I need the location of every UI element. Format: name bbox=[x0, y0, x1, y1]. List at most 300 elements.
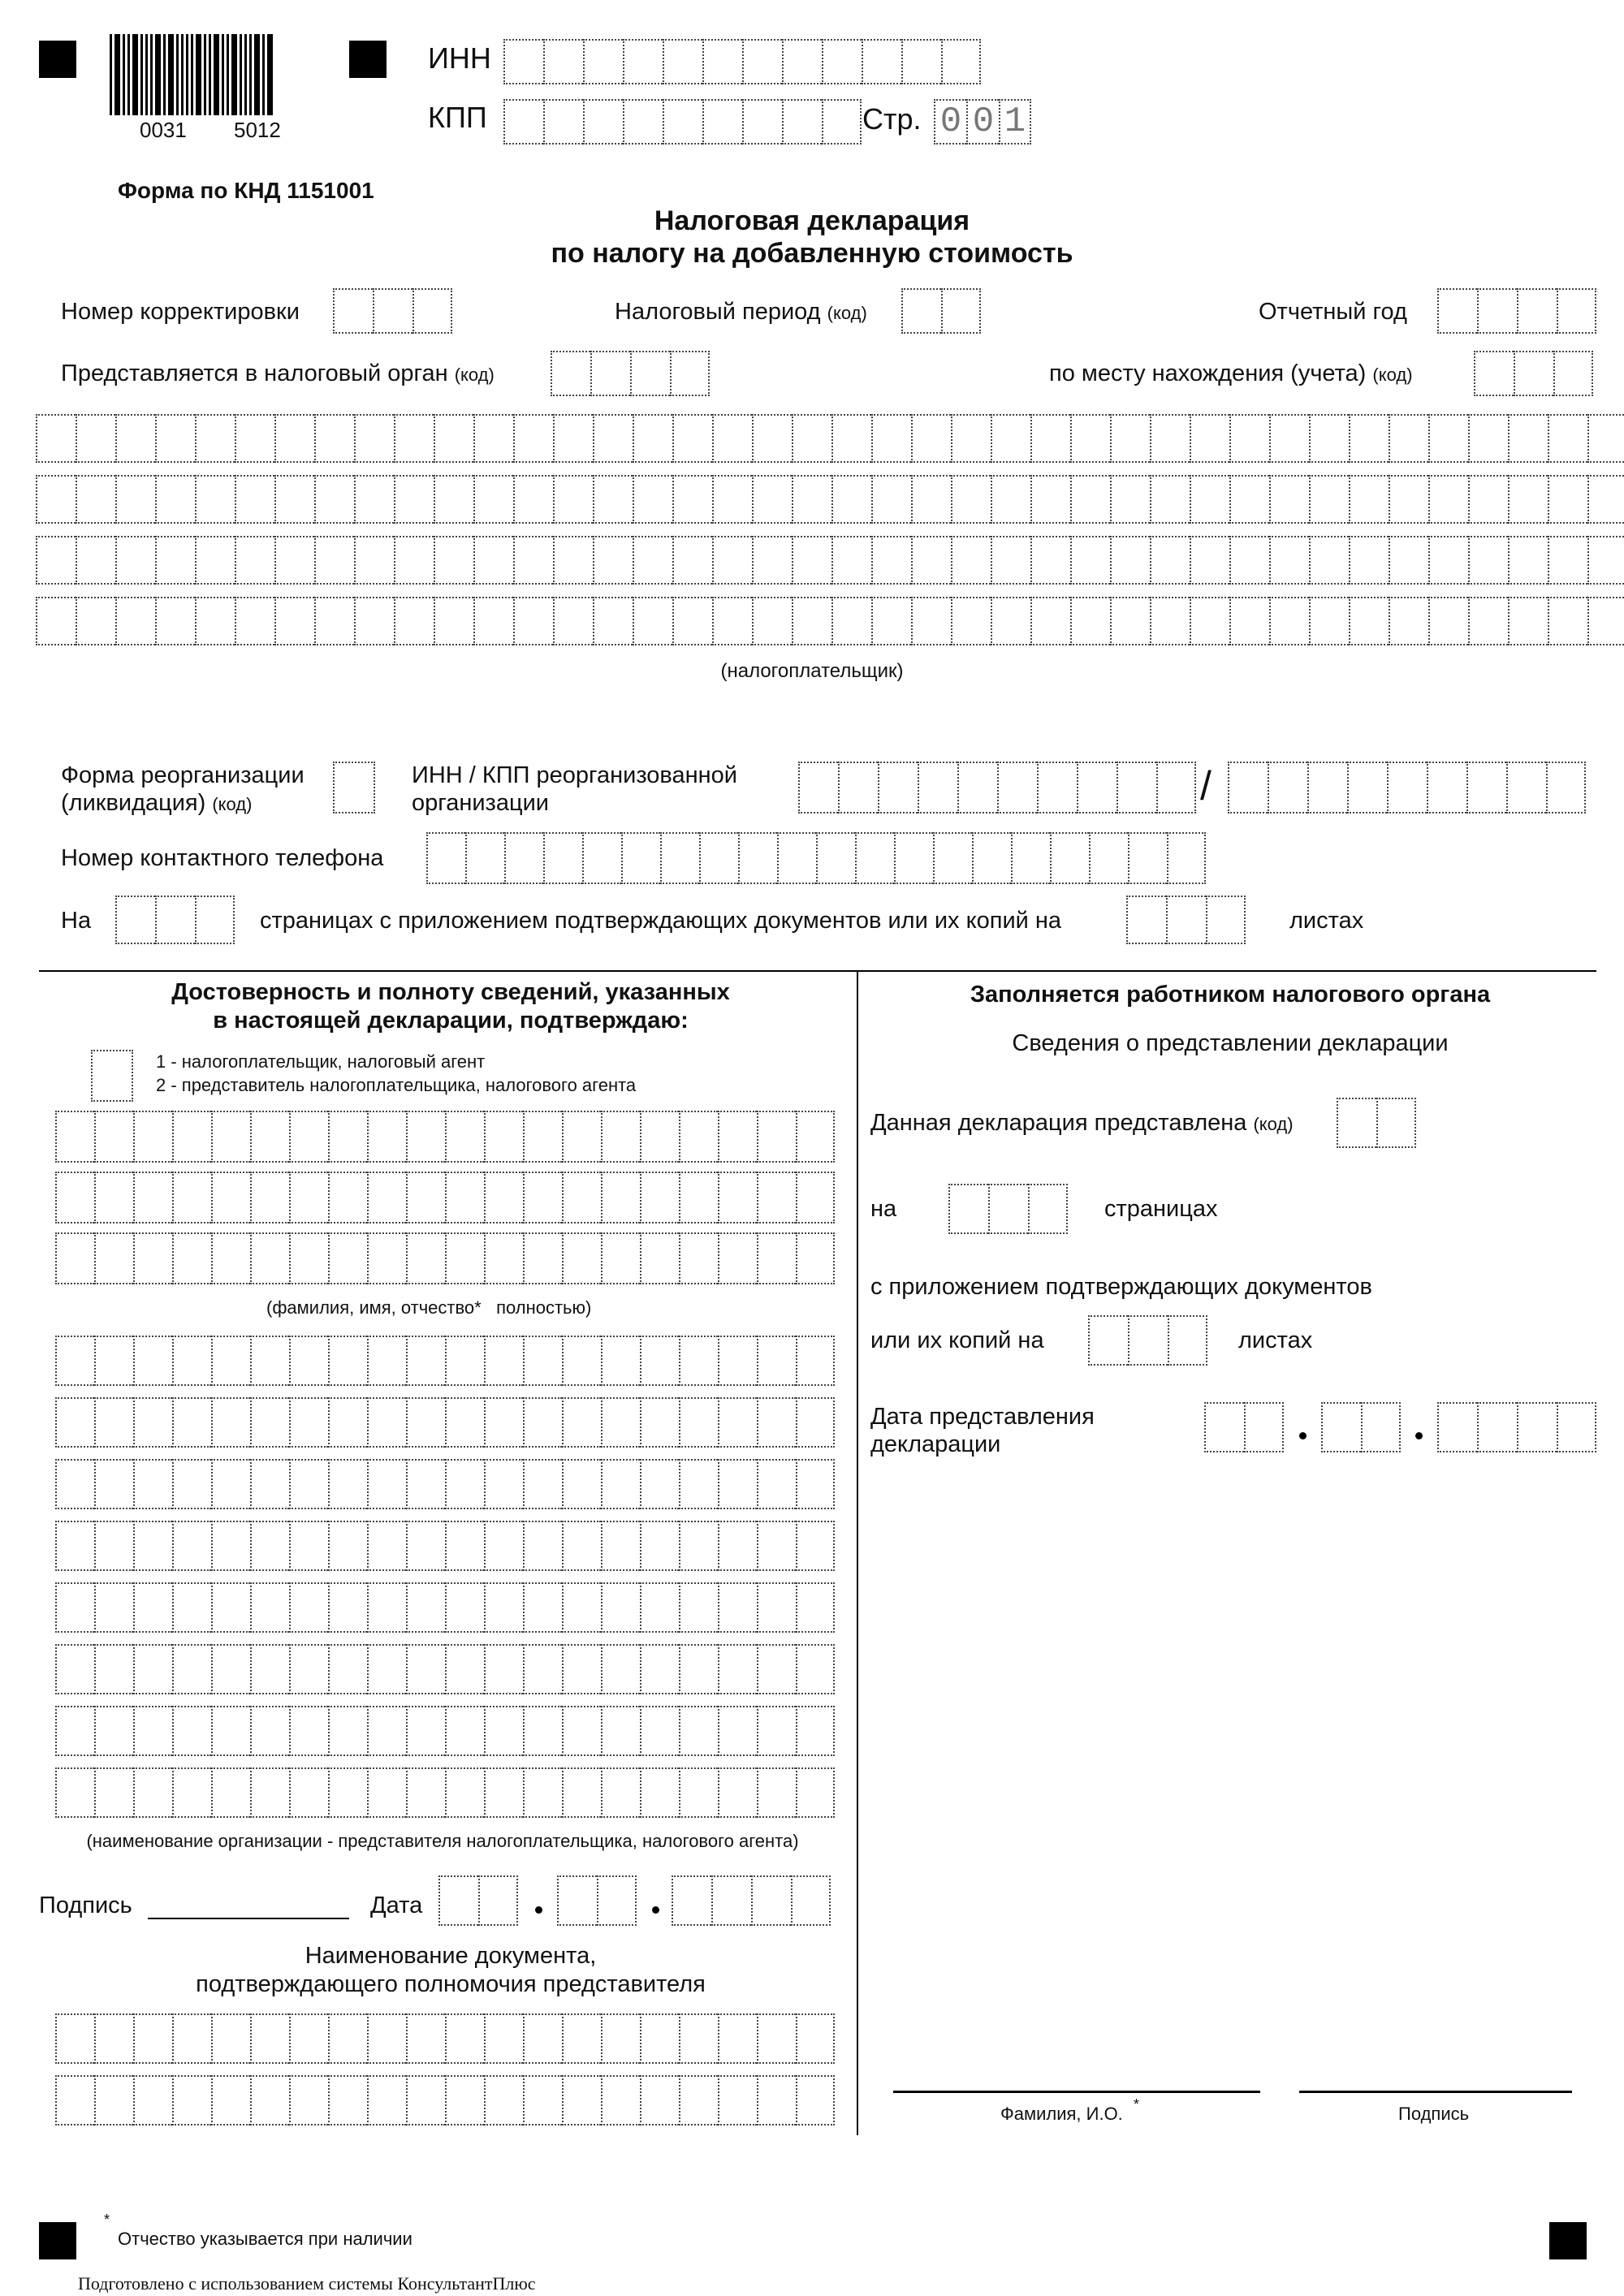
char-cell bbox=[55, 1767, 94, 1818]
reorg-form-label-line1: Форма реорганизации bbox=[61, 762, 304, 788]
char-cell bbox=[1309, 597, 1349, 645]
char-cell bbox=[367, 1232, 406, 1284]
reorg-slash: / bbox=[1200, 763, 1212, 809]
signer-fio-row-3[interactable] bbox=[55, 1232, 835, 1284]
char-cell bbox=[445, 1644, 484, 1694]
char-cell bbox=[406, 1397, 445, 1448]
column-divider bbox=[857, 970, 858, 2135]
officer-signature-line[interactable] bbox=[1299, 2091, 1572, 2093]
char-cell bbox=[951, 536, 991, 585]
char-cell bbox=[354, 536, 394, 585]
submission-date-label-line2: декларации bbox=[870, 1431, 1001, 1457]
on-label: на bbox=[870, 1196, 897, 1222]
char-cell bbox=[1244, 1402, 1284, 1452]
fio-caption: (фамилия, имя, отчество* полностью) bbox=[266, 1297, 592, 1318]
char-cell bbox=[445, 2075, 484, 2126]
char-cell bbox=[590, 351, 630, 396]
date-separator-dot bbox=[652, 1906, 659, 1914]
char-cell bbox=[94, 1706, 133, 1756]
char-cell bbox=[718, 1767, 757, 1818]
char-cell bbox=[1557, 288, 1596, 334]
char-cell bbox=[1128, 832, 1167, 884]
char-cell bbox=[792, 597, 831, 645]
char-cell bbox=[1150, 414, 1190, 463]
char-cell bbox=[699, 832, 738, 884]
char-cell bbox=[250, 1582, 289, 1633]
char-cell bbox=[792, 475, 831, 524]
char-cell bbox=[796, 1582, 835, 1633]
rep-org-row-7[interactable] bbox=[55, 1706, 835, 1756]
char-cell bbox=[1506, 762, 1546, 814]
corner-marker-bottom-left bbox=[39, 2222, 76, 2259]
char-cell bbox=[445, 1397, 484, 1448]
char-cell bbox=[55, 1397, 94, 1448]
char-cell bbox=[640, 2075, 679, 2126]
char-cell bbox=[791, 1875, 831, 1926]
char-cell bbox=[1229, 414, 1269, 463]
char-cell bbox=[951, 475, 991, 524]
char-cell bbox=[1468, 475, 1508, 524]
char-cell bbox=[751, 1875, 791, 1926]
char-cell bbox=[991, 536, 1030, 585]
char-cell bbox=[394, 597, 434, 645]
char-cell bbox=[582, 832, 621, 884]
attachment-sheets-input[interactable] bbox=[1126, 896, 1246, 944]
submission-date-month[interactable] bbox=[1321, 1402, 1401, 1452]
authority-doc-row-1[interactable] bbox=[55, 2013, 835, 2064]
char-cell bbox=[1269, 414, 1309, 463]
char-cell bbox=[434, 414, 473, 463]
char-cell bbox=[484, 1111, 523, 1163]
char-cell bbox=[562, 1172, 601, 1224]
char-cell bbox=[1389, 414, 1428, 463]
char-cell bbox=[796, 1521, 835, 1571]
char-cell bbox=[473, 536, 513, 585]
char-cell bbox=[445, 2013, 484, 2064]
rep-org-row-8[interactable] bbox=[55, 1767, 835, 1818]
taxpayer-name-row-4[interactable] bbox=[36, 597, 1624, 645]
barcode-bar bbox=[186, 34, 188, 115]
char-cell bbox=[911, 597, 951, 645]
char-cell bbox=[1468, 536, 1508, 585]
char-cell bbox=[562, 1706, 601, 1756]
char-cell bbox=[289, 1397, 328, 1448]
char-cell bbox=[211, 1172, 250, 1224]
officer-name-line[interactable] bbox=[893, 2091, 1260, 2093]
char-cell bbox=[354, 414, 394, 463]
char-cell bbox=[523, 1582, 562, 1633]
char-cell bbox=[523, 1521, 562, 1571]
char-cell bbox=[289, 1706, 328, 1756]
char-cell bbox=[1548, 475, 1587, 524]
char-cell bbox=[1587, 597, 1624, 645]
char-cell bbox=[798, 762, 838, 814]
officer-signature-caption: Подпись bbox=[1398, 2104, 1470, 2124]
barcode-bar bbox=[249, 34, 252, 115]
char-cell bbox=[235, 536, 274, 585]
char-cell bbox=[94, 2013, 133, 2064]
char-cell bbox=[274, 414, 314, 463]
char-cell bbox=[679, 1232, 718, 1284]
rep-org-row-2[interactable] bbox=[55, 1397, 835, 1448]
char-cell bbox=[831, 597, 871, 645]
char-cell bbox=[1428, 475, 1468, 524]
char-cell bbox=[782, 39, 822, 84]
char-cell bbox=[640, 1582, 679, 1633]
char-cell bbox=[133, 2013, 172, 2064]
footnote-text: Отчество указывается при наличии bbox=[118, 2229, 412, 2249]
signer-fio-row-2[interactable] bbox=[55, 1172, 835, 1224]
char-cell bbox=[1030, 475, 1070, 524]
char-cell bbox=[601, 2075, 640, 2126]
char-cell bbox=[36, 475, 76, 524]
char-cell bbox=[115, 597, 155, 645]
inn-input[interactable] bbox=[503, 39, 981, 84]
char-cell bbox=[562, 1767, 601, 1818]
rep-org-row-5[interactable] bbox=[55, 1582, 835, 1633]
char-cell bbox=[679, 1397, 718, 1448]
char-cell bbox=[831, 475, 871, 524]
kpp-input[interactable] bbox=[503, 99, 862, 145]
char-cell bbox=[250, 1767, 289, 1818]
phone-input[interactable] bbox=[426, 832, 1206, 884]
barcode-bar bbox=[231, 34, 237, 115]
date-separator-dot bbox=[1299, 1432, 1307, 1439]
char-cell bbox=[718, 1706, 757, 1756]
char-cell bbox=[601, 1459, 640, 1509]
rep-org-row-6[interactable] bbox=[55, 1644, 835, 1694]
char-cell bbox=[1508, 414, 1548, 463]
form-code: Форма по КНД 1151001 bbox=[118, 178, 374, 203]
barcode-bar bbox=[110, 34, 112, 115]
reorg-inn-label-line1: ИНН / КПП реорганизованной bbox=[412, 762, 738, 788]
char-cell bbox=[445, 1172, 484, 1224]
char-cell bbox=[1190, 475, 1229, 524]
char-cell bbox=[484, 1582, 523, 1633]
date-separator-dot bbox=[535, 1906, 542, 1914]
char-cell bbox=[155, 536, 195, 585]
char-cell bbox=[250, 2075, 289, 2126]
char-cell bbox=[562, 1644, 601, 1694]
char-cell bbox=[553, 597, 593, 645]
char-cell bbox=[367, 1521, 406, 1571]
signature-date-year[interactable] bbox=[672, 1875, 831, 1926]
char-cell bbox=[406, 1582, 445, 1633]
char-cell bbox=[523, 1232, 562, 1284]
char-cell bbox=[250, 1459, 289, 1509]
char-cell bbox=[513, 414, 553, 463]
submission-date-day[interactable] bbox=[1204, 1402, 1284, 1452]
char-cell bbox=[988, 1184, 1028, 1234]
page-label: Стр. bbox=[862, 102, 922, 136]
char-cell bbox=[250, 1232, 289, 1284]
barcode-bar bbox=[191, 34, 193, 115]
char-cell bbox=[1437, 1402, 1477, 1452]
signer-fio-row-1[interactable] bbox=[55, 1111, 835, 1163]
char-cell bbox=[601, 1767, 640, 1818]
char-cell bbox=[289, 1111, 328, 1163]
char-cell bbox=[314, 414, 354, 463]
char-cell bbox=[367, 1582, 406, 1633]
char-cell bbox=[601, 1706, 640, 1756]
char-cell bbox=[702, 99, 742, 145]
char-cell bbox=[941, 288, 981, 334]
officer-name-star: * bbox=[1134, 2096, 1140, 2113]
char-cell bbox=[235, 414, 274, 463]
char-cell bbox=[1110, 414, 1150, 463]
char-cell bbox=[712, 536, 752, 585]
reorg-inn-input[interactable] bbox=[798, 762, 1196, 814]
char-cell bbox=[94, 2075, 133, 2126]
sheets-label: листах bbox=[1238, 1327, 1313, 1353]
char-cell bbox=[672, 475, 712, 524]
char-cell bbox=[94, 1111, 133, 1163]
char-cell bbox=[76, 475, 115, 524]
char-cell bbox=[76, 414, 115, 463]
char-cell bbox=[211, 1336, 250, 1386]
char-cell bbox=[553, 414, 593, 463]
char-cell bbox=[211, 2075, 250, 2126]
char-cell bbox=[718, 1644, 757, 1694]
char-cell bbox=[406, 1767, 445, 1818]
char-cell bbox=[328, 1706, 367, 1756]
char-cell bbox=[434, 536, 473, 585]
char-cell bbox=[94, 1397, 133, 1448]
char-cell bbox=[679, 1582, 718, 1633]
char-cell bbox=[933, 832, 972, 884]
char-cell bbox=[367, 1767, 406, 1818]
char-cell bbox=[1110, 536, 1150, 585]
reorg-kpp-input[interactable] bbox=[1228, 762, 1586, 814]
char-cell bbox=[757, 2013, 796, 2064]
char-cell bbox=[757, 1397, 796, 1448]
submitted-sheets-input[interactable] bbox=[1088, 1315, 1207, 1366]
barcode-bar bbox=[123, 34, 125, 115]
char-cell bbox=[672, 536, 712, 585]
rep-org-row-3[interactable] bbox=[55, 1459, 835, 1509]
barcode-bar bbox=[240, 34, 242, 115]
char-cell bbox=[911, 536, 951, 585]
char-cell bbox=[1070, 536, 1110, 585]
char-cell bbox=[289, 1582, 328, 1633]
page-number-input[interactable] bbox=[934, 99, 1031, 145]
char-cell bbox=[1190, 414, 1229, 463]
char-cell bbox=[1269, 536, 1309, 585]
char-cell bbox=[434, 475, 473, 524]
char-cell bbox=[1428, 536, 1468, 585]
char-cell bbox=[562, 1111, 601, 1163]
char-cell bbox=[394, 414, 434, 463]
correction-number-input[interactable] bbox=[333, 288, 452, 334]
char-cell bbox=[623, 99, 663, 145]
char-cell bbox=[752, 597, 792, 645]
char-cell bbox=[633, 597, 672, 645]
char-cell bbox=[1468, 414, 1508, 463]
rep-org-row-1[interactable] bbox=[55, 1336, 835, 1386]
char-cell bbox=[1190, 536, 1229, 585]
char-cell bbox=[484, 1521, 523, 1571]
correction-number-label: Номер корректировки bbox=[61, 299, 300, 325]
char-cell bbox=[757, 1582, 796, 1633]
char-cell bbox=[1070, 414, 1110, 463]
char-cell bbox=[91, 1050, 133, 1102]
char-cell bbox=[172, 1397, 211, 1448]
char-cell bbox=[1389, 536, 1428, 585]
char-cell bbox=[1126, 896, 1166, 944]
submission-date-year[interactable] bbox=[1437, 1402, 1596, 1452]
char-cell bbox=[445, 1521, 484, 1571]
location-label: по месту нахождения (учета) (код) bbox=[1049, 360, 1413, 386]
char-cell bbox=[1128, 1315, 1168, 1366]
tax-authority-input[interactable] bbox=[551, 351, 710, 396]
char-cell bbox=[133, 1397, 172, 1448]
char-cell bbox=[593, 536, 633, 585]
char-cell bbox=[473, 597, 513, 645]
char-cell bbox=[289, 1336, 328, 1386]
char-cell bbox=[796, 2075, 835, 2126]
char-cell bbox=[1349, 475, 1389, 524]
rep-org-row-4[interactable] bbox=[55, 1521, 835, 1571]
submission-method-input[interactable] bbox=[1337, 1098, 1416, 1148]
char-cell bbox=[551, 351, 590, 396]
char-cell bbox=[792, 536, 831, 585]
char-cell bbox=[250, 1336, 289, 1386]
char-cell bbox=[172, 1582, 211, 1633]
char-cell bbox=[757, 1767, 796, 1818]
taxpayer-name-row-3[interactable] bbox=[36, 536, 1624, 585]
char-cell bbox=[1428, 414, 1468, 463]
barcode-bar bbox=[227, 34, 229, 115]
char-cell bbox=[1508, 597, 1548, 645]
char-cell bbox=[445, 1706, 484, 1756]
char-cell bbox=[133, 1336, 172, 1386]
char-cell bbox=[235, 597, 274, 645]
barcode bbox=[110, 34, 275, 115]
char-cell bbox=[1466, 762, 1506, 814]
char-cell bbox=[1028, 1184, 1068, 1234]
page-digit: 0 bbox=[934, 99, 966, 145]
char-cell bbox=[426, 832, 465, 884]
signer-type-input[interactable] bbox=[91, 1050, 133, 1102]
char-cell bbox=[796, 1459, 835, 1509]
char-cell bbox=[478, 1875, 518, 1926]
char-cell bbox=[679, 1521, 718, 1571]
char-cell bbox=[523, 1336, 562, 1386]
char-cell bbox=[172, 2075, 211, 2126]
barcode-bar bbox=[114, 34, 120, 115]
barcode-bar bbox=[163, 34, 166, 115]
char-cell bbox=[406, 1644, 445, 1694]
char-cell bbox=[1517, 288, 1557, 334]
char-cell bbox=[211, 2013, 250, 2064]
char-cell bbox=[94, 1336, 133, 1386]
barcode-bar bbox=[140, 34, 143, 115]
location-input[interactable] bbox=[1474, 351, 1593, 396]
authority-doc-title-line1: Наименование документа, bbox=[304, 1943, 597, 1969]
char-cell bbox=[211, 1459, 250, 1509]
char-cell bbox=[484, 1767, 523, 1818]
char-cell bbox=[115, 896, 155, 944]
char-cell bbox=[172, 1232, 211, 1284]
char-cell bbox=[367, 2013, 406, 2064]
char-cell bbox=[314, 536, 354, 585]
reorg-form-label-line2: (ликвидация) (код) bbox=[61, 790, 253, 816]
char-cell bbox=[679, 1644, 718, 1694]
char-cell bbox=[373, 288, 412, 334]
char-cell bbox=[679, 2013, 718, 2064]
barcode-bar bbox=[204, 34, 206, 115]
signer-option-1: 1 - налогоплательщик, налоговый агент bbox=[156, 1051, 486, 1072]
char-cell bbox=[1229, 475, 1269, 524]
char-cell bbox=[250, 1521, 289, 1571]
char-cell bbox=[752, 475, 792, 524]
char-cell bbox=[796, 1644, 835, 1694]
barcode-bar bbox=[209, 34, 211, 115]
pages-label: страницах bbox=[1104, 1196, 1218, 1222]
char-cell bbox=[76, 536, 115, 585]
char-cell bbox=[757, 1644, 796, 1694]
char-cell bbox=[1474, 351, 1514, 396]
char-cell bbox=[328, 1111, 367, 1163]
char-cell bbox=[250, 1111, 289, 1163]
char-cell bbox=[941, 39, 981, 84]
pages-input[interactable] bbox=[115, 896, 235, 944]
signature-line[interactable] bbox=[148, 1918, 349, 1919]
char-cell bbox=[757, 1111, 796, 1163]
taxpayer-name-row-2[interactable] bbox=[36, 475, 1624, 524]
char-cell bbox=[672, 414, 712, 463]
reporting-year-input[interactable] bbox=[1437, 288, 1596, 334]
char-cell bbox=[553, 475, 593, 524]
char-cell bbox=[1508, 536, 1548, 585]
tax-authority-label: Представляется в налоговый орган (код) bbox=[61, 360, 495, 386]
taxpayer-name-row-1[interactable] bbox=[36, 414, 1624, 463]
authority-doc-row-2[interactable] bbox=[55, 2075, 835, 2126]
tax-period-input[interactable] bbox=[901, 288, 981, 334]
date-separator-dot bbox=[1415, 1432, 1423, 1439]
char-cell bbox=[94, 1582, 133, 1633]
pages-prefix: На bbox=[61, 908, 92, 934]
corner-marker-top-left bbox=[39, 41, 76, 78]
char-cell bbox=[679, 1767, 718, 1818]
reorg-form-input[interactable] bbox=[333, 762, 375, 814]
reporting-year-label: Отчетный год bbox=[1259, 299, 1407, 325]
signature-date-month[interactable] bbox=[557, 1875, 637, 1926]
char-cell bbox=[367, 1336, 406, 1386]
char-cell bbox=[718, 1111, 757, 1163]
char-cell bbox=[562, 2013, 601, 2064]
char-cell bbox=[543, 99, 583, 145]
char-cell bbox=[484, 1172, 523, 1224]
char-cell bbox=[155, 414, 195, 463]
barcode-bar bbox=[132, 34, 138, 115]
submitted-pages-input[interactable] bbox=[948, 1184, 1068, 1234]
char-cell bbox=[1150, 597, 1190, 645]
char-cell bbox=[503, 39, 543, 84]
char-cell bbox=[513, 597, 553, 645]
inn-label: ИНН bbox=[428, 41, 491, 75]
char-cell bbox=[55, 1582, 94, 1633]
char-cell bbox=[871, 597, 911, 645]
char-cell bbox=[367, 1644, 406, 1694]
signature-date-day[interactable] bbox=[438, 1875, 518, 1926]
char-cell bbox=[752, 414, 792, 463]
char-cell bbox=[367, 1111, 406, 1163]
char-cell bbox=[328, 2013, 367, 2064]
char-cell bbox=[172, 1644, 211, 1694]
reorg-inn-label-line2: организации bbox=[412, 790, 549, 816]
char-cell bbox=[250, 2013, 289, 2064]
